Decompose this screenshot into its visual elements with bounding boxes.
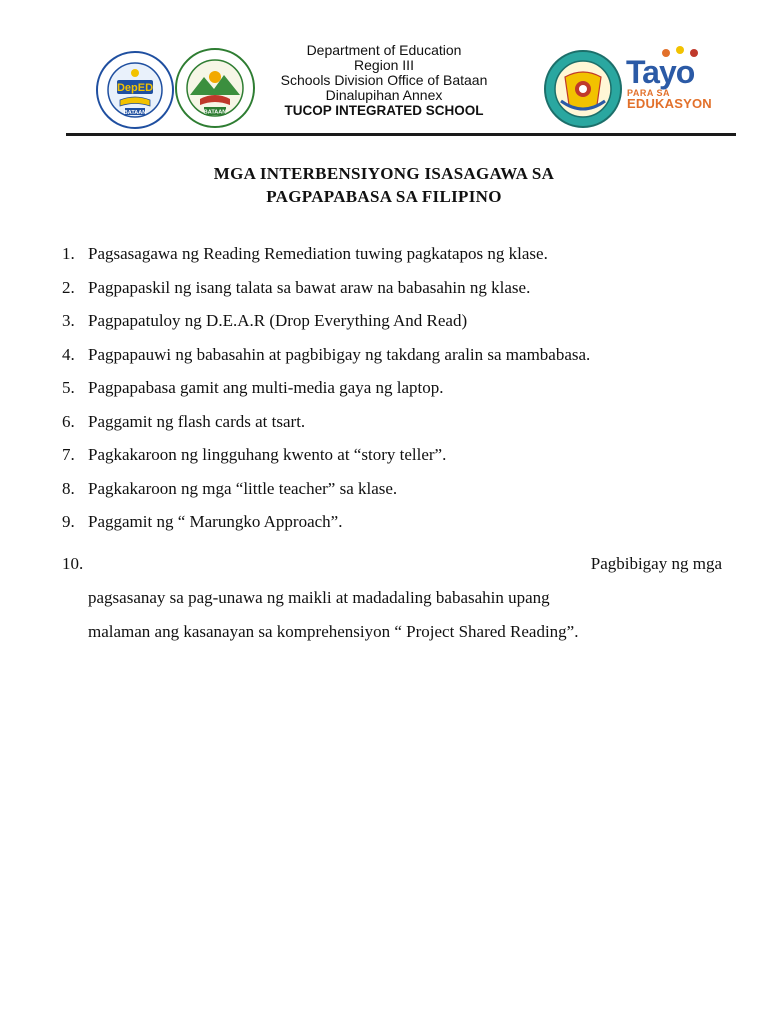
list-item bbox=[62, 344, 722, 378]
title-line-2: PAGPAPABASA SA FILIPINO bbox=[266, 187, 502, 206]
region-label: Region III bbox=[354, 57, 414, 73]
item-number: 2. bbox=[62, 277, 75, 297]
item-number: 4. bbox=[62, 344, 75, 364]
list-item bbox=[62, 411, 722, 445]
item-text: Paggamit ng “ Marungko Approach”. bbox=[88, 512, 343, 531]
item-text-start: Pagbibigay ng mga bbox=[590, 554, 722, 573]
item-number: 1. bbox=[62, 244, 75, 263]
tayo-edukasyon: EDUKASYON bbox=[627, 96, 712, 111]
item-number: 5. bbox=[62, 378, 75, 397]
document-title bbox=[0, 162, 768, 208]
item-text: Pagsasagawa ng Reading Remediation tuwing pagkatapos ng klase. bbox=[88, 244, 548, 263]
interventions-list bbox=[62, 243, 722, 545]
item-text: Pagkakaroon ng lingguhang kwento at “story teller”. bbox=[88, 445, 447, 464]
school-name: TUCOP INTEGRATED SCHOOL bbox=[284, 103, 484, 118]
item-text: Paggamit ng flash cards at tsart. bbox=[88, 411, 306, 431]
item-text: Pagpapaskil ng isang talata sa bawat araw na babasahin ng klase. bbox=[88, 277, 531, 297]
item-number: 8. bbox=[62, 478, 75, 498]
list-item-10 bbox=[62, 547, 722, 649]
item-number: 10. bbox=[62, 554, 84, 573]
item-number: 6. bbox=[62, 411, 75, 431]
item-text: Pagkakaroon ng mga “little teacher” sa klase. bbox=[88, 478, 398, 498]
list-item bbox=[62, 444, 722, 478]
tayo-word: Tayo bbox=[626, 54, 695, 90]
annex-label: Dinalupihan Annex bbox=[325, 87, 443, 103]
tayo-para-sa: PARA SA bbox=[627, 88, 671, 98]
svg-text:BATAAN: BATAAN bbox=[123, 110, 147, 116]
item-number: 9. bbox=[62, 512, 75, 531]
item-text: Pagpapabasa gamit ang multi-media gaya ng laptop. bbox=[88, 378, 444, 397]
header-divider bbox=[66, 133, 736, 136]
tayo-para-sa-edukasyon-logo bbox=[624, 50, 724, 110]
item-number: 7. bbox=[62, 445, 75, 464]
list-item bbox=[62, 478, 722, 512]
list-item bbox=[62, 277, 722, 311]
svg-text:BATAAN: BATAAN bbox=[203, 109, 227, 116]
list-item bbox=[62, 310, 722, 344]
department-label: Department of Education bbox=[306, 42, 462, 58]
item-text-line-3: malaman ang kasanayan sa komprehensiyon “ Project Shared Reading”. bbox=[88, 622, 579, 641]
district-seal-logo bbox=[174, 47, 256, 129]
division-label: Schools Division Office of Bataan bbox=[280, 72, 488, 88]
item-text: Pagpapauwi ng babasahin at pagbibigay ng takdang aralin sa mambabasa. bbox=[88, 344, 591, 364]
list-item bbox=[62, 511, 722, 545]
item-number: 3. bbox=[62, 311, 75, 330]
item-text: Pagpapatuloy ng D.E.A.R (Drop Everything And Read) bbox=[88, 311, 468, 330]
list-item bbox=[62, 377, 722, 411]
title-line-1: MGA INTERBENSIYONG ISASAGAWA SA bbox=[213, 164, 555, 183]
item-text-line-2: pagsasanay sa pag-unawa ng maikli at madadaling babasahin upang bbox=[88, 588, 550, 607]
header-block bbox=[262, 43, 506, 118]
svg-text:DepED: DepED bbox=[116, 82, 154, 94]
deped-seal-logo bbox=[95, 50, 175, 130]
list-item bbox=[62, 243, 722, 277]
school-seal-logo bbox=[543, 49, 623, 129]
